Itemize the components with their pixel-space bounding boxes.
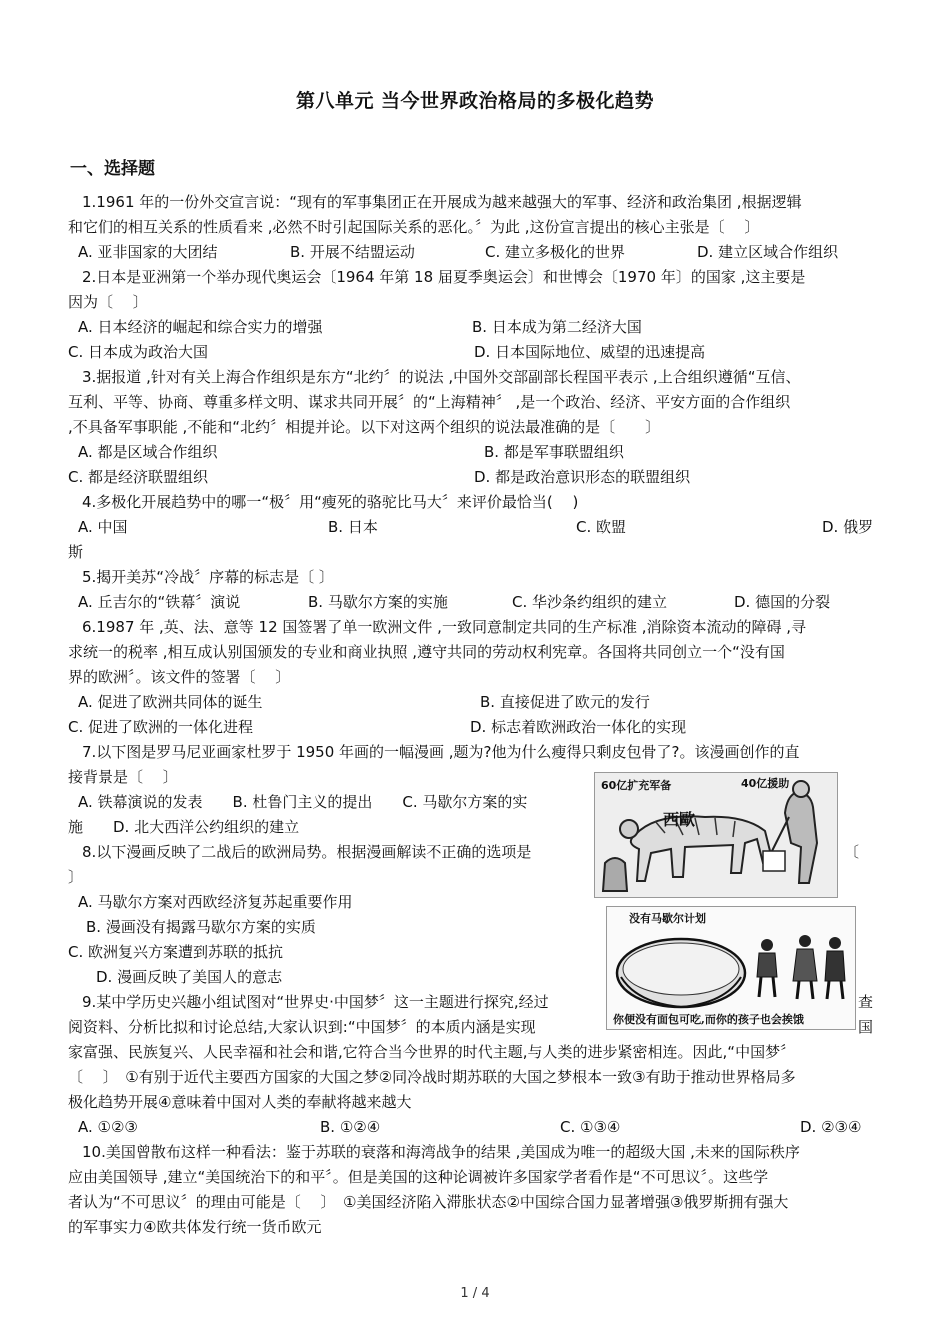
q9-option-b: B. ①②④ bbox=[320, 1118, 381, 1136]
q6-line-3: 界的欧洲〞。该文件的签署〔 〕 bbox=[68, 668, 291, 686]
q4-option-b: B. 日本 bbox=[328, 518, 378, 536]
q2-option-b: B. 日本成为第二经济大国 bbox=[472, 318, 642, 336]
q7-options-line-2: 施 D. 北大西洋公约组织的建立 bbox=[68, 818, 300, 836]
q9-option-d: D. ②③④ bbox=[800, 1118, 862, 1136]
q3-option-d: D. 都是政治意识形态的联盟组织 bbox=[474, 468, 691, 486]
q3-option-b: B. 都是军事联盟组织 bbox=[484, 443, 624, 461]
q5-option-c: C. 华沙条约组织的建立 bbox=[512, 593, 668, 611]
q2-line-2: 因为〔 〕 bbox=[68, 293, 148, 311]
q9-line-5: 极化趋势开展④意味着中国对人类的奉献将越来越大 bbox=[68, 1093, 412, 1111]
cartoon1-label-left: 60亿扩充军备 bbox=[601, 779, 672, 792]
q4-option-a: A. 中国 bbox=[78, 518, 128, 536]
q2-line-1: 2.日本是亚洲第一个举办现代奥运会〔1964 年第 18 届夏季奥运会〕和世博会〔1970 年〕的国家 ,这主要是 bbox=[82, 268, 806, 286]
cartoon-thin-cow bbox=[594, 772, 838, 898]
q9-line-1: 9.某中学历史兴趣小组试图对“世界史·中国梦〞这一主题进行探究,经过 bbox=[82, 993, 549, 1011]
q3-line-3: ,不具备军事职能 ,不能和“北约〞相提并论。以下对这两个组织的说法最准确的是〔 〕 bbox=[68, 418, 661, 436]
q8-line-1-bracket: 〔 bbox=[844, 843, 860, 861]
q8-option-a: A. 马歇尔方案对西欧经济复苏起重要作用 bbox=[78, 893, 353, 911]
q3-option-a: A. 都是区域合作组织 bbox=[78, 443, 218, 461]
q9-line-3: 家富强、民族复兴、人民幸福和社会和谐,它符合当今世界的时代主题,与人类的进步紧密相连。因此,“中国梦〞 bbox=[68, 1043, 796, 1061]
cartoon1-label-right: 40亿援助 bbox=[741, 777, 790, 790]
q5-line-1: 5.揭开美苏“冷战〞序幕的标志是〔 〕 bbox=[82, 568, 334, 586]
q9-line-2-tail: 国 bbox=[858, 1018, 874, 1036]
cartoon1-cow-text: 西歐 bbox=[663, 810, 696, 829]
q4-option-c: C. 欧盟 bbox=[576, 518, 627, 536]
cartoon2-caption: 你便没有面包可吃,而你的孩子也会挨饿 bbox=[613, 1013, 804, 1026]
q1-option-c: C. 建立多极化的世界 bbox=[485, 243, 626, 261]
q1-line-2: 和它们的相互关系的性质看来 ,必然不时引起国际关系的恶化。〞为此 ,这份宣言提出的核心主张是〔 〕 bbox=[68, 218, 760, 236]
q2-option-a: A. 日本经济的崛起和综合实力的增强 bbox=[78, 318, 323, 336]
q9-line-1-tail: 查 bbox=[858, 993, 874, 1011]
cartoon2-header: 没有马歇尔计划 bbox=[629, 912, 706, 925]
q7-line-2: 接背景是〔 〕 bbox=[68, 768, 178, 786]
q1-option-b: B. 开展不结盟运动 bbox=[290, 243, 415, 261]
q10-line-4: 的军事实力④欧共体发行统一货币欧元 bbox=[68, 1218, 322, 1236]
cartoon-thin-cow-drawing bbox=[595, 773, 837, 897]
q9-option-a: A. ①②③ bbox=[78, 1118, 138, 1136]
q6-line-1: 6.1987 年 ,英、法、意等 12 国签署了单一欧洲文件 ,一致同意制定共同的生产标准 ,消除资本流动的障碍 ,寻 bbox=[82, 618, 807, 636]
q9-line-2: 阅资料、分析比拟和讨论总结,大家认识到:“中国梦〞的本质内涵是实现 bbox=[68, 1018, 536, 1036]
q4-option-d-wrap: 斯 bbox=[68, 543, 84, 561]
q8-option-c: C. 欧洲复兴方案遭到苏联的抵抗 bbox=[68, 943, 284, 961]
q5-option-b: B. 马歇尔方案的实施 bbox=[308, 593, 448, 611]
q1-option-d: D. 建立区域合作组织 bbox=[697, 243, 839, 261]
q7-line-1: 7.以下图是罗马尼亚画家杜罗于 1950 年画的一幅漫画 ,题为?他为什么瘦得只剩皮包骨了?。该漫画创作的直 bbox=[82, 743, 800, 761]
q6-option-d: D. 标志着欧洲政治一体化的实现 bbox=[470, 718, 687, 736]
q9-line-4: 〔 〕 ①有别于近代主要西方国家的大国之梦②同冷战时期苏联的大国之梦根本一致③有助于推动世界格局多 bbox=[68, 1068, 796, 1086]
q1-option-a: A. 亚非国家的大团结 bbox=[78, 243, 218, 261]
q1-line-1: 1.1961 年的一份外交宣言说：“现有的军事集团正在开展成为越来越强大的军事、经济和政治集团 ,根据逻辑 bbox=[82, 193, 802, 211]
q3-line-1: 3.据报道 ,针对有关上海合作组织是东方“北约〞的说法 ,中国外交部副部长程国平表示 ,上合组织遵循“互信、 bbox=[82, 368, 801, 386]
q2-option-c: C. 日本成为政治大国 bbox=[68, 343, 209, 361]
q3-line-2: 互利、平等、协商、尊重多样文明、谋求共同开展〞的“上海精神〞 ,是一个政治、经济、平安方面的合作组织 bbox=[68, 393, 791, 411]
q8-line-1: 8.以下漫画反映了二战后的欧洲局势。根据漫画解读不正确的选项是 bbox=[82, 843, 532, 861]
q8-line-2: 〕 bbox=[68, 868, 84, 886]
q7-options-line-1: A. 铁幕演说的发表 B. 杜鲁门主义的提出 C. 马歇尔方案的实 bbox=[78, 793, 528, 811]
page-title: 第八单元 当今世界政治格局的多极化趋势 bbox=[295, 90, 655, 112]
q10-line-3: 者认为“不可思议〞的理由可能是〔 〕 ①美国经济陷入滞胀状态②中国综合国力显著增强③俄罗斯拥有强大 bbox=[68, 1193, 789, 1211]
section-heading: 一、选择题 bbox=[70, 159, 155, 179]
q3-option-c: C. 都是经济联盟组织 bbox=[68, 468, 209, 486]
q10-line-1: 10.美国曾散布这样一种看法：鉴于苏联的衰落和海湾战争的结果 ,美国成为唯一的超级大国 ,未来的国际秩序 bbox=[82, 1143, 800, 1161]
q8-option-b: B. 漫画没有揭露马歇尔方案的实质 bbox=[86, 918, 316, 936]
q5-option-d: D. 德国的分裂 bbox=[734, 593, 831, 611]
q8-option-d: D. 漫画反映了美国人的意志 bbox=[96, 968, 283, 986]
q6-option-a: A. 促进了欧洲共同体的诞生 bbox=[78, 693, 263, 711]
cartoon-marshall-bread-drawing bbox=[607, 907, 855, 1029]
cartoon-marshall-bread bbox=[606, 906, 856, 1030]
q6-line-2: 求统一的税率 ,相互成认别国颁发的专业和商业执照 ,遵守共同的劳动权利宪章。各国将共同创立一个“没有国 bbox=[68, 643, 785, 661]
q5-option-a: A. 丘吉尔的“铁幕〞演说 bbox=[78, 593, 241, 611]
q4-line-1: 4.多极化开展趋势中的哪一“极〞用“瘦死的骆驼比马大〞来评价最恰当( ) bbox=[82, 493, 579, 511]
q6-option-b: B. 直接促进了欧元的发行 bbox=[480, 693, 650, 711]
page-number: 1 / 4 bbox=[460, 1286, 490, 1301]
q6-option-c: C. 促进了欧洲的一体化进程 bbox=[68, 718, 254, 736]
q10-line-2: 应由美国领导 ,建立“美国统治下的和平〞。但是美国的这种论调被许多国家学者看作是“不可思议〞。这些学 bbox=[68, 1168, 769, 1186]
q4-option-d: D. 俄罗 bbox=[822, 518, 874, 536]
q2-option-d: D. 日本国际地位、威望的迅速提高 bbox=[474, 343, 706, 361]
q9-option-c: C. ①③④ bbox=[560, 1118, 621, 1136]
